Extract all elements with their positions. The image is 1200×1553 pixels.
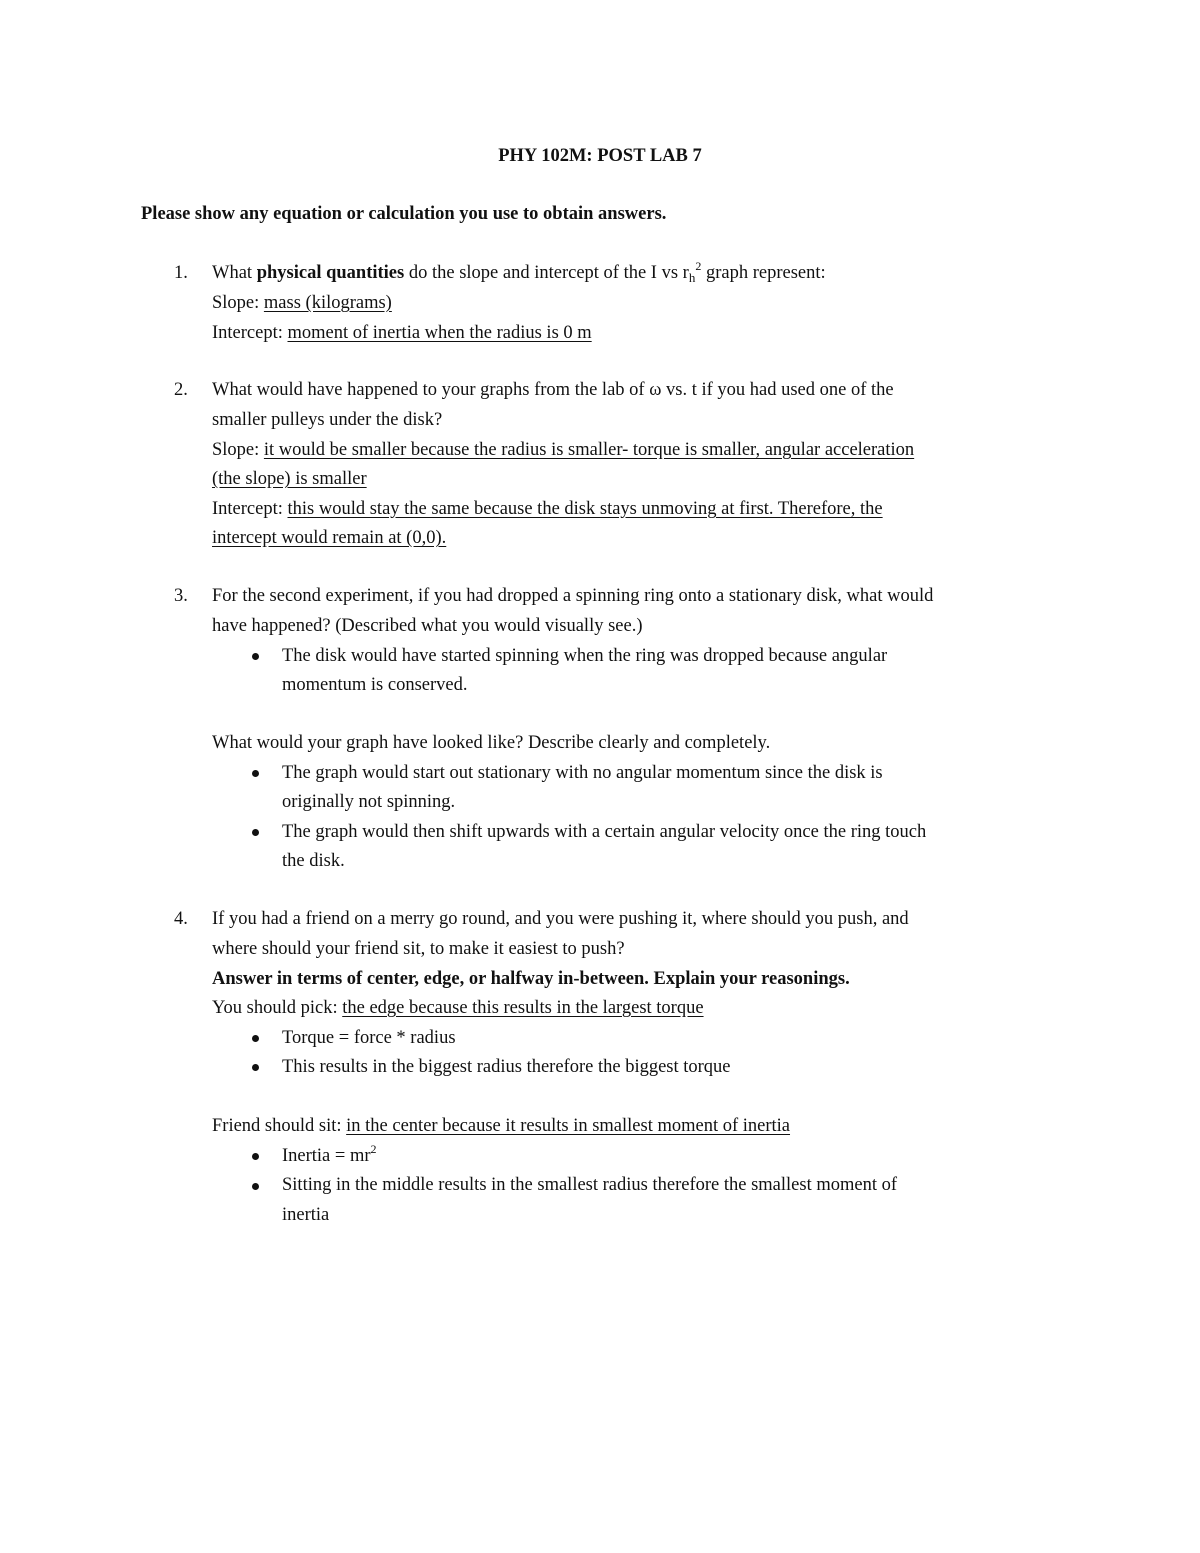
instructions: Please show any equation or calculation you use to obtain answers.: [141, 204, 667, 224]
q1-slope-answer: mass (kilograms): [263, 293, 392, 313]
q2-question-line2: smaller pulleys under the disk?: [212, 410, 443, 430]
q2-intercept-answer: this would stay the same because the disk stays unmoving at first. Therefore, the: [287, 499, 883, 519]
q4-pick: You should pick: the edge because this results in the largest torque: [212, 998, 704, 1018]
q2-slope: Slope: it would be smaller because the radius is smaller- torque is smaller, angular acceleration: [212, 440, 915, 460]
bullet-icon: [252, 653, 259, 660]
q4-bold-instruction: Answer in terms of center, edge, or halfway in-between. Explain your reasonings.: [212, 969, 850, 989]
bullet-icon: [252, 829, 259, 836]
q1-question: What physical quantities do the slope and intercept of the I vs $r_h^2$ graph represent:: [212, 259, 826, 285]
q4-pick-bullet2: This results in the biggest radius therefore the biggest torque: [282, 1057, 731, 1077]
q2-number: 2.: [174, 380, 188, 400]
q1-intercept: Intercept: moment of inertia when the radius is 0 m: [212, 323, 592, 343]
q4-pick-bullet1: Torque = force * radius: [282, 1028, 456, 1048]
q4-friend-bullet1: Inertia = $mr^2$: [282, 1142, 377, 1166]
q2-question-line1: What would have happened to your graphs from the lab of ω vs. t if you had used one of the: [212, 380, 894, 400]
q4-question-line2: where should your friend sit, to make it easiest to push?: [212, 939, 625, 959]
q2-intercept-cont: intercept would remain at (0,0).: [212, 528, 447, 548]
q4-question-line1: If you had a friend on a merry go round, and you were pushing it, where should you push, and: [212, 909, 909, 929]
bullet-icon: [252, 1035, 259, 1042]
q3-question-line2: have happened? (Described what you would visually see.): [212, 616, 643, 636]
q1-intercept-answer: moment of inertia when the radius is 0 m: [287, 323, 592, 343]
q1-slope: Slope: mass (kilograms): [212, 293, 392, 313]
q2-slope-cont: (the slope) is smaller: [212, 469, 367, 489]
q4-pick-answer: the edge because this results in the largest torque: [342, 998, 704, 1018]
q3-bullet2-line2: originally not spinning.: [282, 792, 456, 812]
page-title: PHY 102M: POST LAB 7: [498, 146, 702, 166]
q4-friend-answer: in the center because it results in smallest moment of inertia: [346, 1116, 791, 1136]
q4-friend-bullet2-line2: inertia: [282, 1205, 330, 1225]
bullet-icon: [252, 1064, 259, 1071]
q4-friend: Friend should sit: in the center because it results in smallest moment of inertia: [212, 1116, 791, 1136]
q1-bold-phrase: physical quantities: [256, 263, 405, 283]
q3-bullet3-line1: The graph would then shift upwards with a certain angular velocity once the ring touch: [282, 822, 927, 842]
q3-bullet1-line1: The disk would have started spinning when the ring was dropped because angular: [282, 646, 888, 666]
q3-number: 3.: [174, 586, 188, 606]
q3-bullet2-line1: The graph would start out stationary with no angular momentum since the disk is: [282, 763, 883, 783]
q2-slope-answer: it would be smaller because the radius is smaller- torque is smaller, angular acceleration: [263, 440, 915, 460]
q2-intercept: Intercept: this would stay the same because the disk stays unmoving at first. Therefore, the: [212, 499, 883, 519]
q4-friend-bullet2-line1: Sitting in the middle results in the smallest radius therefore the smallest moment of: [282, 1175, 898, 1195]
q3-question-line1: For the second experiment, if you had dropped a spinning ring onto a stationary disk, what would: [212, 586, 934, 606]
q3-graph-question: What would your graph have looked like? Describe clearly and completely.: [212, 733, 771, 753]
bullet-icon: [252, 770, 259, 777]
q1-number: 1.: [174, 263, 188, 283]
bullet-icon: [252, 1183, 259, 1190]
q3-bullet3-line2: the disk.: [282, 851, 345, 871]
bullet-icon: [252, 1153, 259, 1160]
q4-number: 4.: [174, 909, 188, 929]
q3-bullet1-line2: momentum is conserved.: [282, 675, 468, 695]
